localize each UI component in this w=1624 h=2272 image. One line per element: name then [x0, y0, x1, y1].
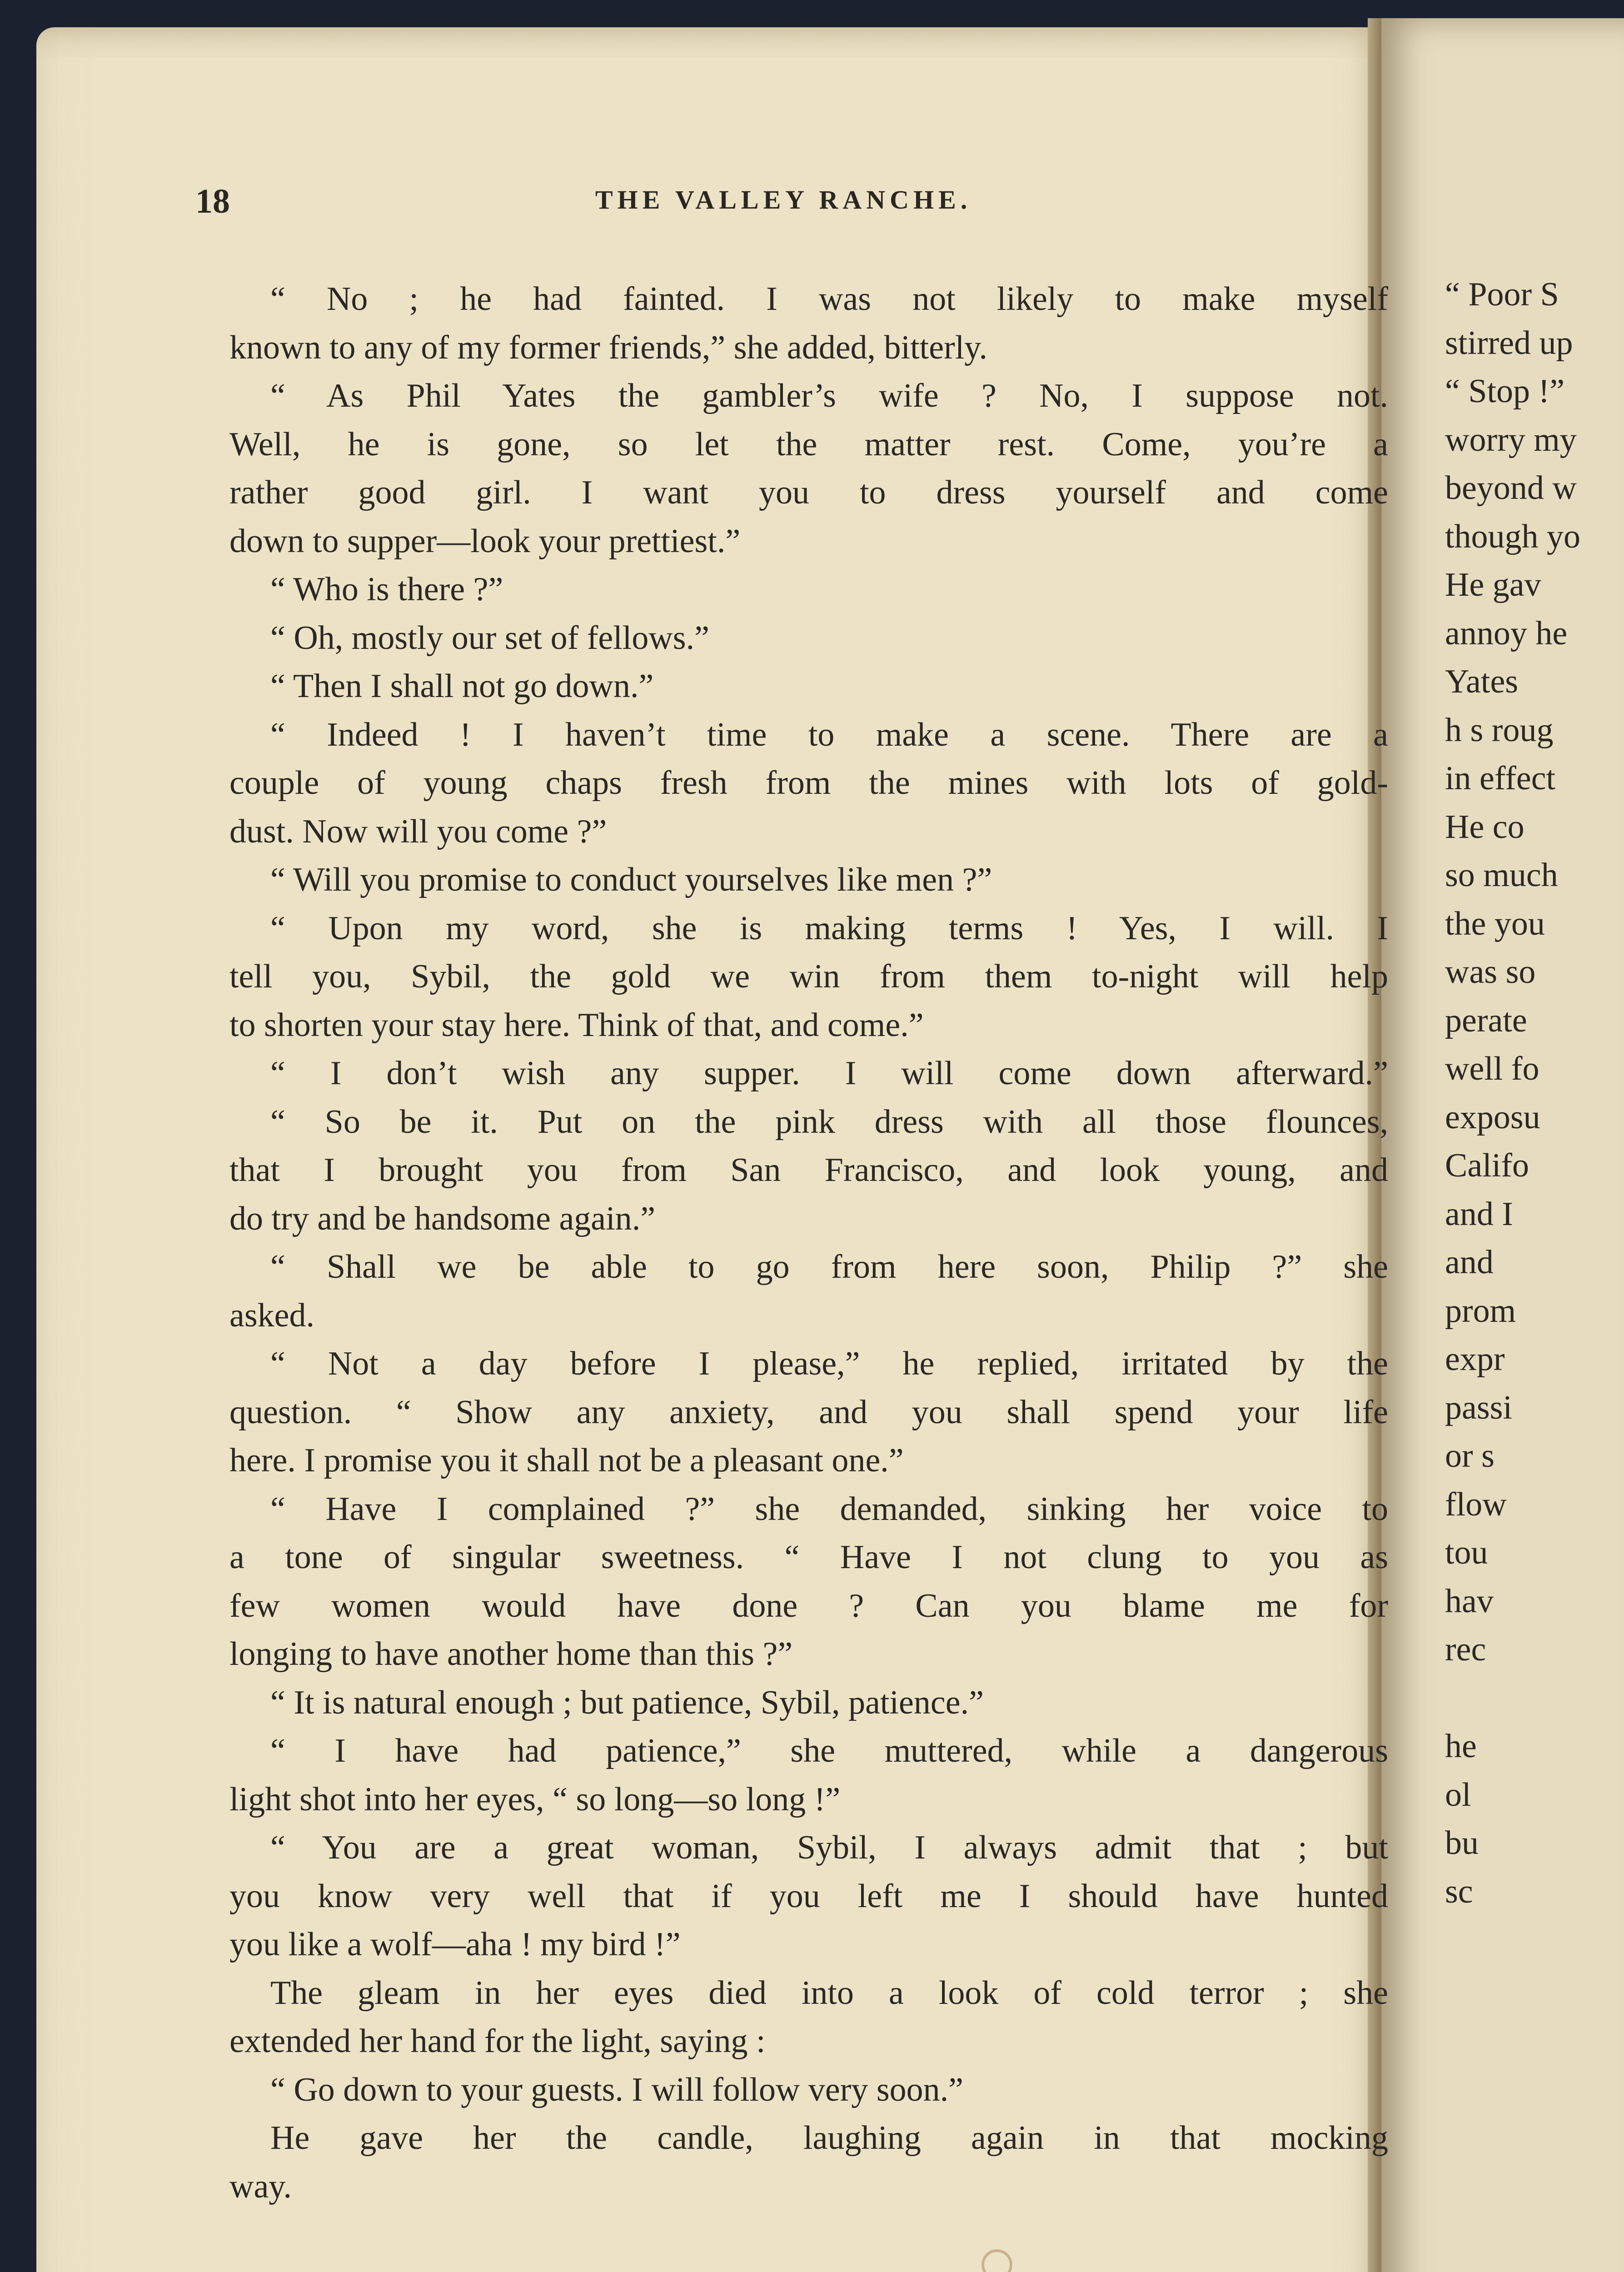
right-page-line: Califo: [1445, 1147, 1529, 1184]
text-line: Well, he is gone, so let the matter rest. Come, you’re a: [229, 425, 1388, 463]
text-line: He gave her the candle, laughing again in that mocking: [270, 2119, 1388, 2157]
right-page-line: was so: [1445, 953, 1536, 991]
right-page-line: hav: [1445, 1582, 1494, 1620]
right-page-line: or s: [1445, 1437, 1494, 1475]
right-page-line: perate: [1445, 1001, 1527, 1039]
text-line: “ Upon my word, she is making terms ! Yes, I will. I: [270, 909, 1388, 947]
text-line: “ You are a great woman, Sybil, I always admit that ; but: [270, 1829, 1388, 1866]
right-page-line: He co: [1445, 808, 1524, 846]
text-line: light shot into her eyes, “ so long—so long !”: [229, 1780, 841, 1818]
body-text: [229, 275, 1388, 2211]
right-page-line: He gav: [1445, 566, 1541, 603]
text-line: “ Indeed ! I haven’t time to make a scene. There are a: [270, 716, 1388, 753]
right-page-line: “ Stop !”: [1445, 373, 1565, 410]
right-page-line: flow: [1445, 1485, 1507, 1523]
right-page-line: prom: [1445, 1292, 1516, 1330]
running-head: THE VALLEY RANCHE.: [595, 185, 972, 214]
text-line: “ Oh, mostly our set of fellows.”: [270, 619, 709, 657]
text-line: “ Who is there ?”: [270, 571, 503, 608]
right-page-line: the you: [1445, 905, 1545, 942]
right-page-line: “ Poor S: [1445, 276, 1559, 313]
right-page-line: Yates: [1445, 663, 1519, 700]
right-page-line: expr: [1445, 1340, 1505, 1378]
text-line: “ Then I shall not go down.”: [270, 668, 654, 705]
right-page-line: though yo: [1445, 518, 1581, 555]
text-line: that I brought you from San Francisco, and look young, and: [229, 1151, 1388, 1189]
text-line: to shorten your stay here. Think of that, and come.”: [229, 1006, 924, 1044]
right-page-line: bu: [1445, 1824, 1479, 1862]
right-page-line: so much: [1445, 857, 1558, 894]
text-line: longing to have another home than this ?”: [229, 1635, 793, 1673]
right-page-line: beyond w: [1445, 469, 1577, 507]
text-line: “ No ; he had fainted. I was not likely to make myself: [270, 280, 1388, 318]
text-line: few women would have done ? Can you blame me for: [229, 1587, 1388, 1624]
text-line: “ Not a day before I please,” he replied, irritated by the: [270, 1345, 1388, 1382]
right-page-line: worry my: [1445, 421, 1577, 458]
right-page-line: rec: [1445, 1631, 1486, 1668]
text-line: “ Go down to your guests. I will follow very soon.”: [270, 2071, 964, 2108]
right-page-line: he: [1445, 1728, 1477, 1765]
text-line: you like a wolf—aha ! my bird !”: [229, 1926, 681, 1963]
text-line: rather good girl. I want you to dress yourself and come: [229, 474, 1388, 511]
text-line: a tone of singular sweetness. “ Have I not clung to you as: [229, 1539, 1388, 1576]
right-page-line: in effect: [1445, 760, 1556, 797]
text-line: known to any of my former friends,” she added, bitterly.: [229, 329, 987, 366]
text-line: “ So be it. Put on the pink dress with all those flounces,: [270, 1103, 1388, 1141]
text-line: question. “ Show any anxiety, and you shall spend your life: [229, 1393, 1388, 1431]
text-line: asked.: [229, 1296, 314, 1334]
right-page-line: ol: [1445, 1776, 1471, 1814]
text-line: couple of young chaps fresh from the mines with lots of gold-: [229, 764, 1388, 802]
text-line: tell you, Sybil, the gold we win from them to-night will help: [229, 958, 1388, 995]
right-page-line: and I: [1445, 1195, 1513, 1233]
text-line: “ Will you promise to conduct yourselves like men ?”: [270, 861, 992, 898]
text-line: “ As Phil Yates the gambler’s wife ? No, I suppose not.: [270, 377, 1388, 414]
text-line: “ I have had patience,” she muttered, while a dangerous: [270, 1732, 1388, 1769]
page-header: [195, 182, 1400, 236]
right-page-line: stirred up: [1445, 324, 1573, 362]
right-page-line: exposu: [1445, 1098, 1540, 1136]
right-page-line: annoy he: [1445, 614, 1568, 652]
right-page-line: h s roug: [1445, 711, 1554, 749]
text-line: dust. Now will you come ?”: [229, 812, 607, 850]
text-line: The gleam in her eyes died into a look of cold terror ; she: [270, 1974, 1388, 2012]
text-line: you know very well that if you left me I should have hunted: [229, 1877, 1388, 1915]
right-page-text: [1445, 270, 1580, 1916]
text-line: “ I don’t wish any supper. I will come down afterward.”: [270, 1055, 1388, 1092]
right-page-line: well fo: [1445, 1050, 1539, 1087]
text-line: way.: [229, 2167, 292, 2205]
text-line: “ Shall we be able to go from here soon, Philip ?” she: [270, 1248, 1388, 1285]
right-page: [1381, 18, 1624, 2272]
right-page-line: [1445, 1674, 1580, 1723]
text-line: here. I promise you it shall not be a pleasant one.”: [229, 1442, 904, 1479]
page-number: 18: [195, 182, 230, 220]
right-page-line: passi: [1445, 1389, 1512, 1426]
text-line: do try and be handsome again.”: [229, 1200, 656, 1237]
right-page-line: tou: [1445, 1534, 1488, 1571]
right-page-line: sc: [1445, 1873, 1473, 1910]
text-line: “ Have I complained ?” she demanded, sinking her voice to: [270, 1490, 1388, 1528]
text-line: down to supper—look your prettiest.”: [229, 522, 741, 560]
text-line: extended her hand for the light, saying :: [229, 2023, 766, 2060]
right-page-line: and: [1445, 1244, 1494, 1281]
text-line: “ It is natural enough ; but patience, Sybil, patience.”: [270, 1684, 984, 1721]
